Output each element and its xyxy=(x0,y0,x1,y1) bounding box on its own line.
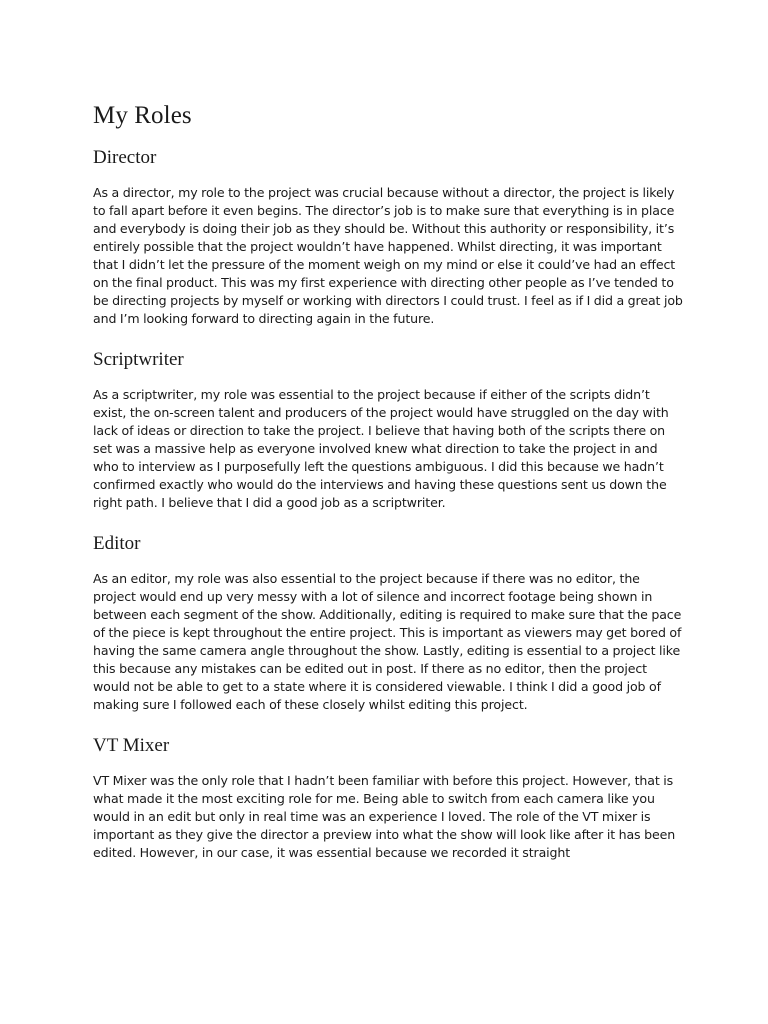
section-body-editor: As an editor, my role was also essential to the project because if there was no editor, the project would end up very messy with a lot of silence and incorrect footage being shown in between each segment of the show. Additionally, editing is required to make sure that the pace of the piece is kept throughout the entire project. This is important as viewers may get bored of having the same camera angle throughout the show. Lastly, editing is essential to a project like this because any mistakes can be edited out in post. If there as no editor, then the project would not be able to get to a state where it is considered viewable. I think I did a good job of making sure I followed each of these closely whilst editing this project. xyxy=(93,571,682,712)
section-director xyxy=(93,146,683,328)
section-vt-mixer xyxy=(93,734,683,862)
section-heading-scriptwriter: Scriptwriter xyxy=(93,349,184,370)
section-heading-director: Director xyxy=(93,147,157,168)
section-editor xyxy=(93,532,683,714)
section-body-director: As a director, my role to the project was crucial because without a director, the project is likely to fall apart before it even begins. The director’s job is to make sure that everything is in place and everybody is doing their job as they should be. Without this authority or responsibility, it’s entirely possible that the project wouldn’t have happened. Whilst directing, it was important that I didn’t let the pressure of the moment weigh on my mind or else it could’ve had an effect on the final product. This was my first experience with directing other people as I’ve tended to be directing projects by myself or working with directors I could trust. I feel as if I did a great job and I’m looking forward to directing again in the future. xyxy=(93,185,683,326)
document-content xyxy=(93,100,683,882)
section-heading-editor: Editor xyxy=(93,533,141,554)
section-scriptwriter xyxy=(93,348,683,512)
section-body-vt-mixer: VT Mixer was the only role that I hadn’t been familiar with before this project. However, that is what made it the most exciting role for me. Being able to switch from each camera like you would in an edit but only in real time was an experience I loved. The role of the VT mixer is important as they give the director a preview into what the show will look like after it has been edited. However, in our case, it was essential because we recorded it straight xyxy=(93,773,676,860)
section-body-scriptwriter: As a scriptwriter, my role was essential to the project because if either of the scripts didn’t exist, the on-screen talent and producers of the project would have struggled on the day with lack of ideas or direction to take the project. I believe that having both of the scripts there on set was a massive help as everyone involved knew what direction to take the project in and who to interview as I purposefully left the questions ambiguous. I did this because we hadn’t confirmed exactly who would do the interviews and having these questions sent us down the right path. I believe that I did a good job as a scriptwriter. xyxy=(93,387,669,510)
section-heading-vt-mixer: VT Mixer xyxy=(93,735,170,756)
page-title: My Roles xyxy=(93,102,192,129)
